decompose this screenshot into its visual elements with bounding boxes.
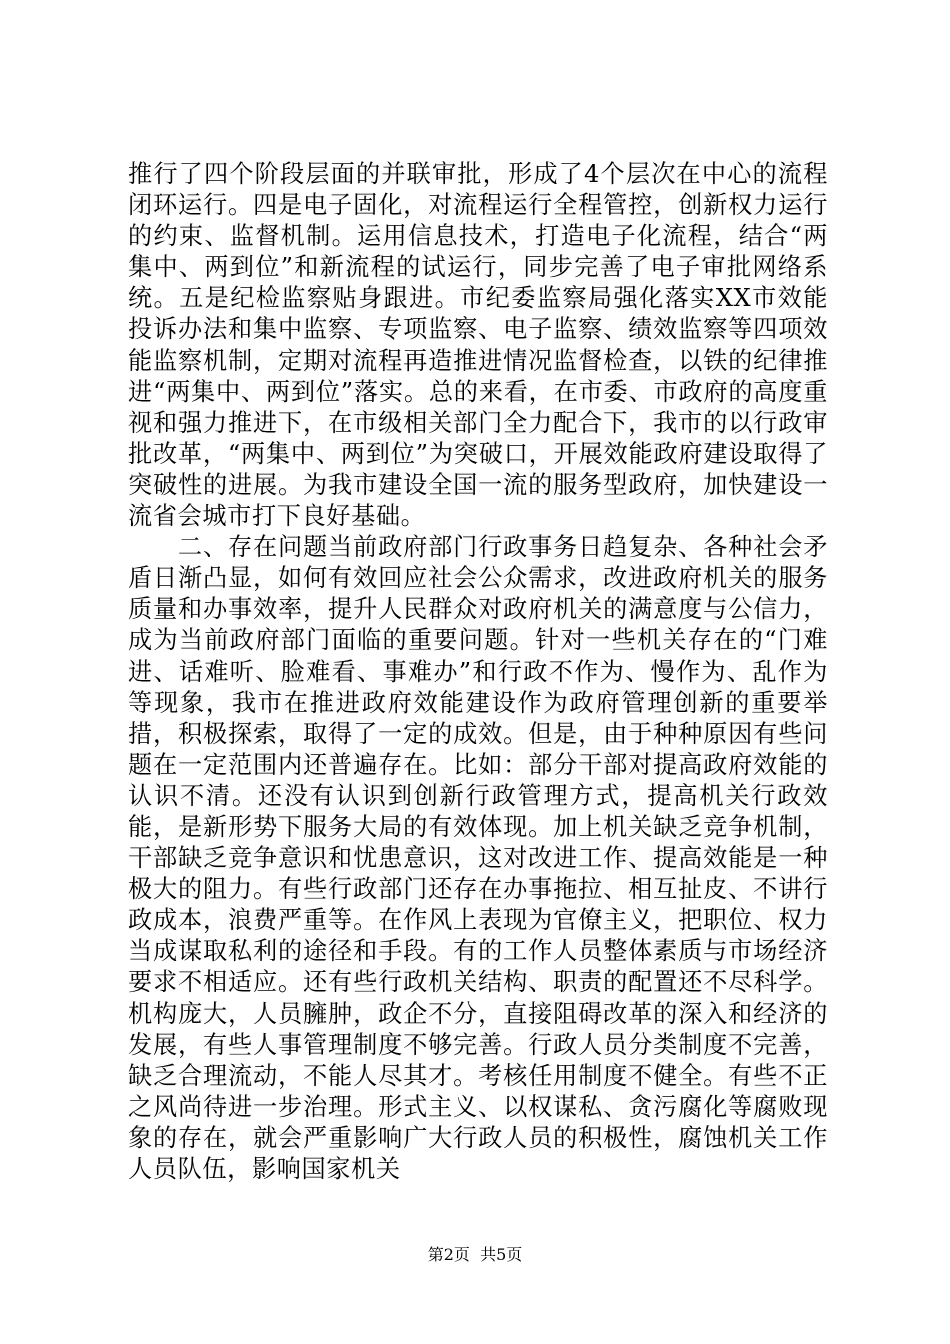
page-number: 第2页 (427, 1245, 470, 1264)
paragraph-2: 二、存在问题当前政府部门行政事务日趋复杂、各种社会矛盾日渐凸显，如何有效回应社会公众需求，改进政府机关的服务质量和办事效率，提升人民群众对政府机关的满意度与公信力，成为当前政府部门面临的重要问题。针对一些机关存在的“门难进、话难听、脸难看、事难办”和行政不作为、慢作为、乱作为等现象，我市在推进政府效能建设作为政府管理创新的重要举措，积极探索，取得了一定的成效。但是，由于种种原因有些问题在一定范围内还普遍存在。比如：部分干部对提高政府效能的认识不清。还没有认识到创新行政管理方式，提高机关行政效能，是新形势下服务大局的有效体现。加上机关缺乏竞争机制，干部缺乏竞争意识和忧患意识，这对改进工作、提高效能是一种极大的阻力。有些行政部门还存在办事拖拉、相互扯皮、不讲行政成本，浪费严重等。在作风上表现为官僚主义，把职位、权力当成谋取私利的途径和手段。有的工作人员整体素质与市场经济要求不相适应。还有些行政机关结构、职责的配置还不尽科学。机构庞大，人员臃肿，政企不分，直接阻碍改革的深入和经济的发展，有些人事管理制度不够完善。行政人员分类制度不完善，缺乏合理流动，不能人尽其才。考核任用制度不健全。有些不正之风尚待进一步治理。形式主义、以权谋私、贪污腐化等腐败现象的存在，就会严重影响广大行政人员的积极性，腐蚀机关工作人员队伍，影响国家机关 (128, 533, 828, 1183)
footer-gap (470, 1245, 480, 1264)
page-footer (0, 1244, 950, 1266)
document-body (128, 159, 828, 1185)
page-total: 共5页 (480, 1245, 523, 1264)
paragraph-1: 推行了四个阶段层面的并联审批，形成了4个层次在中心的流程闭环运行。四是电子固化，对流程运行全程管控，创新权力运行的约束、监督机制。运用信息技术，打造电子化流程，结合“两集中、两到位”和新流程的试运行，同步完善了电子审批网络系统。五是纪检监察贴身跟进。市纪委监察局强化落实XX市效能投诉办法和集中监察、专项监察、电子监察、绩效监察等四项效能监察机制，定期对流程再造推进情况监督检查，以铁的纪律推进“两集中、两到位”落实。总的来看，在市委、市政府的高度重视和强力推进下，在市级相关部门全力配合下，我市的以行政审批改革，“两集中、两到位”为突破口，开展效能政府建设取得了突破性的进展。为我市建设全国一流的服务型政府，加快建设一流省会城市打下良好基础。 (128, 160, 828, 531)
